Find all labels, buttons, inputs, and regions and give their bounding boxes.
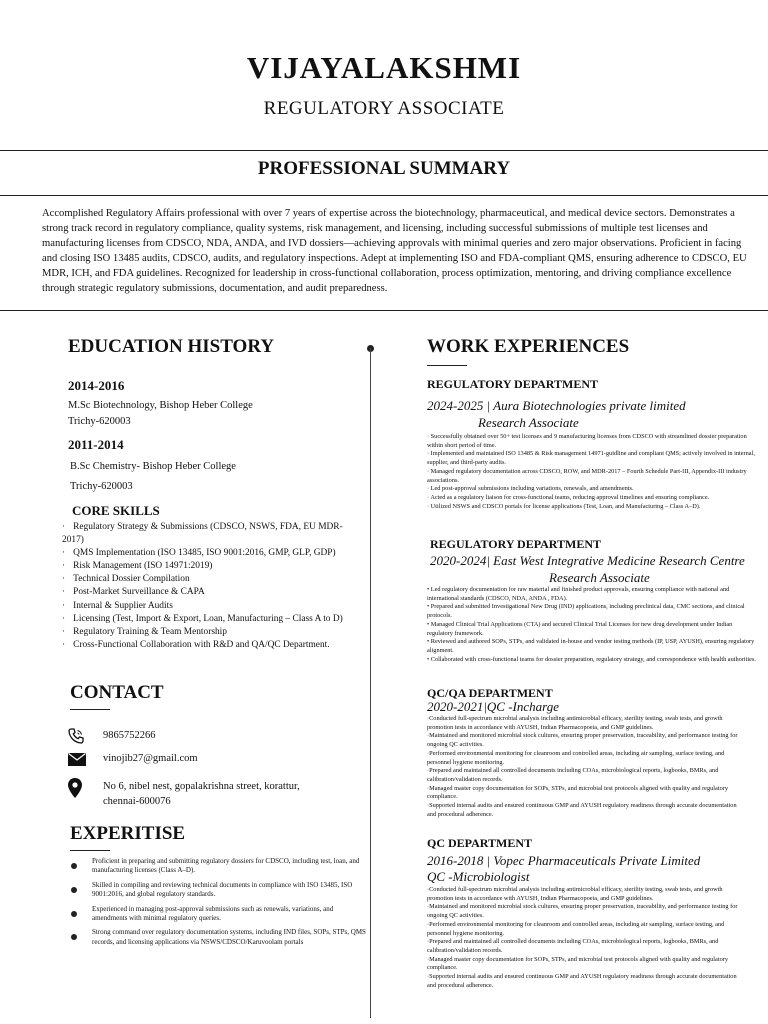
- list-item: • Managed Clinical Trial Applications (CTA) and secured Clinical Trial Licenses for new drug development under Indian regulatory framework.: [427, 620, 733, 637]
- list-item: · Regulatory Strategy & Submissions (CDSCO, NSWS, FDA, EU MDR-2017): [62, 521, 360, 547]
- job-title: Research Associate: [478, 415, 579, 430]
- list-item: • Collaborated with cross-functional teams for dossier preparation, regulatory strategy, and correspondence with health authorities.: [427, 655, 756, 663]
- education-location: Trichy-620003: [68, 416, 131, 427]
- list-item: ·Supported internal audits and ensured continuous GMP and AYUSH regulatory readiness through accurate documentation and procedural adherence.: [427, 973, 737, 989]
- candidate-role: REGULATORY ASSOCIATE: [263, 98, 505, 119]
- job-period-company: 2024-2025 | Aura Biotechnologies private limited: [427, 398, 686, 413]
- education-title: EDUCATION HISTORY: [68, 336, 275, 357]
- job-bullets: [427, 433, 757, 511]
- core-skills-list: [62, 521, 360, 652]
- list-item: ·Maintained and monitored microbial stock cultures, ensuring proper preservation, traceability, and performance testing for ongoing QC activities.: [427, 903, 738, 920]
- job-department: REGULATORY DEPARTMENT: [427, 377, 599, 391]
- job-department: QC/QA DEPARTMENT: [427, 686, 553, 700]
- expertise-list: [66, 857, 366, 952]
- list-item: · Technical Dossier Compilation: [62, 573, 360, 586]
- job-department: QC DEPARTMENT: [427, 836, 533, 850]
- list-item: Experienced in managing post-approval submissions such as renewals, variations, and amendments with minimal regulatory queries.: [66, 905, 366, 924]
- list-item: · Post-Market Surveillance & CAPA: [62, 586, 360, 599]
- list-item: ·Prepared and maintained all controlled documents including COAs, microbiological reports, logbooks, BMRs, and calibration/validation records.: [427, 767, 719, 783]
- list-item: ·Performed environmental monitoring for cleanroom and controlled areas, including air sampling, surface testing, and personnel hygiene monitoring.: [427, 920, 725, 937]
- list-item: · Managed regulatory documentation across CDSCO, ROW, and MDR-2017 – Fourth Schedule Part-III, Appendix-III industry associations.: [427, 467, 747, 484]
- contact-address: No 6, nibel nest, gopalakrishna street, korattur,: [103, 781, 300, 792]
- title-underline: [427, 365, 467, 366]
- column-divider: [370, 348, 371, 1018]
- phone-icon: [68, 728, 84, 744]
- job-bullets: [427, 586, 757, 664]
- job-title: Research Associate: [549, 570, 650, 585]
- list-item: Skilled in compiling and reviewing technical documents in compliance with ISO 13485, ISO 9001:2016, and global regulatory standards.: [66, 881, 366, 900]
- candidate-name: VIJAYALAKSHMI: [246, 50, 522, 85]
- list-item: · Acted as a regulatory liaison for cross-functional teams, reducing approval timelines and ensuring compliance.: [427, 493, 710, 501]
- education-years: 2014-2016: [68, 378, 125, 393]
- list-item: ·Conducted full-spectrum microbial analysis including antimicrobial efficacy, sterility testing, swab tests, and growth promotion tests in accordance with AYUSH, Indian Pharmacopoeia, and GMP guidelines.: [427, 886, 723, 902]
- list-item: ·Supported internal audits and ensured continuous GMP and AYUSH regulatory readiness through accurate documentation and procedural adherence.: [427, 802, 737, 818]
- list-item: · Successfully obtained over 50+ test licenses and 9 manufacturing licenses from CDSCO with streamlined dossier preparation within short period of time.: [427, 433, 747, 449]
- divider: [0, 310, 768, 311]
- contact-title: CONTACT: [70, 682, 164, 703]
- education-degree: B.Sc Chemistry- Bishop Heber College: [70, 461, 236, 472]
- list-item: · Licensing (Test, Import & Export, Loan, Manufacturing – Class A to D): [62, 613, 360, 626]
- title-underline: [70, 709, 110, 710]
- list-item: · Regulatory Training & Team Mentorship: [62, 626, 360, 639]
- job-title: QC -Microbiologist: [427, 869, 530, 884]
- job-department: REGULATORY DEPARTMENT: [430, 537, 602, 551]
- contact-address: chennai-600076: [103, 796, 171, 807]
- list-item: ·Conducted full-spectrum microbial analysis including antimicrobial efficacy, sterility testing, swab tests, and growth promotion tests in accordance with AYUSH, Indian Pharmacopoeia, and GMP guidelines.: [427, 715, 723, 731]
- list-item: • Prepared and submitted Investigational New Drug (IND) applications, including preclinical data, CMC sections, and clinical protocols.: [427, 603, 745, 620]
- job-period-company: 2020-2021|QC -Incharge: [427, 699, 559, 714]
- list-item: ·Prepared and maintained all controlled documents including COAs, microbiological reports, logbooks, BMRs, and calibration/validation records.: [427, 938, 719, 954]
- contact-email[interactable]: vinojib27@gmail.com: [103, 753, 198, 764]
- job-period-company: 2016-2018 | Vopec Pharmaceuticals Private Limited: [427, 853, 701, 868]
- list-item: ·Performed environmental monitoring for cleanroom and controlled areas, including air sampling, surface testing, and personnel hygiene monitoring.: [427, 749, 725, 766]
- list-item: · Implemented and maintained ISO 13485 & Risk management 14971-guidline and compliant QMS; actively involved in internal, supplier, and third-party audits.: [427, 450, 755, 467]
- location-pin-icon: [68, 778, 82, 798]
- education-years: 2011-2014: [68, 437, 124, 452]
- list-item: · Cross-Functional Collaboration with R&D and QA/QC Department.: [62, 639, 360, 652]
- education-location: Trichy-620003: [70, 481, 133, 492]
- list-item: ·Maintained and monitored microbial stock cultures, ensuring proper preservation, traceability, and performance testing for ongoing QC activities.: [427, 732, 738, 749]
- list-item: ·Managed master copy documentation for SOPs, STPs, and microbial test protocols aligned with quality and regulatory compliance.: [427, 955, 728, 972]
- summary-text: Accomplished Regulatory Affairs professional with over 7 years of expertise across the biotechnology, pharmaceutical, and medical device sectors. Demonstrates a strong track record in regulatory compliance, quality systems, risk management, and licensing, including successful submissions of multiple test licenses and manufacturing licenses from CDSCO, NDA, ANDA, and IVD dossiers—achieving approvals with minimal queries and zero major observations. Proficient in facing and closing ISO 13485 audits, CDSCO, audits, and regulatory inspections. Adept at implementing ISO and FDA-compliant QMS, ensuring adherence to CDSCO, EU MDR, ICH, and FDA guidelines. Recognized for leadership in cross-functional collaboration, process optimization, mentoring, and driving compliance excellence through strategic regulatory submissions, documentation, and audit preparedness.: [42, 208, 747, 294]
- list-item: · Led post-approval submissions including variations, renewals, and amendments.: [427, 485, 634, 493]
- list-item: • Led regulatory documentation for raw material and finished product approvals, ensuring compliance with national and international standards (CDSCO, NDA, ANDA , FDA).: [427, 586, 730, 602]
- list-item: ·Managed master copy documentation for SOPs, STPs, and microbial test protocols aligned with quality and regulatory compliance.: [427, 784, 728, 801]
- title-underline: [70, 850, 110, 851]
- job-period-company: 2020-2024| East West Integrative Medicine Research Centre: [430, 553, 745, 568]
- education-degree: M.Sc Biotechnology, Bishop Heber College: [68, 400, 253, 411]
- divider: [0, 150, 768, 151]
- list-item: · Risk Management (ISO 14971:2019): [62, 560, 360, 573]
- job-bullets: [427, 715, 745, 819]
- job-bullets: [427, 886, 745, 990]
- list-item: Proficient in preparing and submitting regulatory dossiers for CDSCO, including test, loan, and manufacturing licenses (Class A–D).: [66, 857, 366, 876]
- list-item: · Internal & Supplier Audits: [62, 600, 360, 613]
- work-title: WORK EXPERIENCES: [427, 336, 630, 357]
- contact-phone[interactable]: 9865752266: [103, 730, 156, 741]
- core-skills-title: CORE SKILLS: [72, 503, 160, 518]
- mail-icon: [68, 753, 86, 766]
- summary-title: PROFESSIONAL SUMMARY: [257, 158, 511, 179]
- expertise-title: EXPERITISE: [70, 823, 186, 844]
- list-item: • Reviewed and authored SOPs, STPs, and validated in-house and vendor testing methods (IP, USP, AYUSH), ensuring regulatory alignment.: [427, 638, 755, 654]
- list-item: Strong command over regulatory documentation systems, including IND files, SOPs, STPs, QMS records, and licensing applications via NSWS/CDSCO/Karuvoolam portals: [66, 928, 366, 947]
- list-item: · QMS Implementation (ISO 13485, ISO 9001:2016, GMP, GLP, GDP): [62, 547, 360, 560]
- list-item: · Utilized NSWS and CDSCO portals for license applications (Test, Loan, and Manufacturing – Class A–D).: [427, 502, 701, 510]
- divider: [0, 195, 768, 196]
